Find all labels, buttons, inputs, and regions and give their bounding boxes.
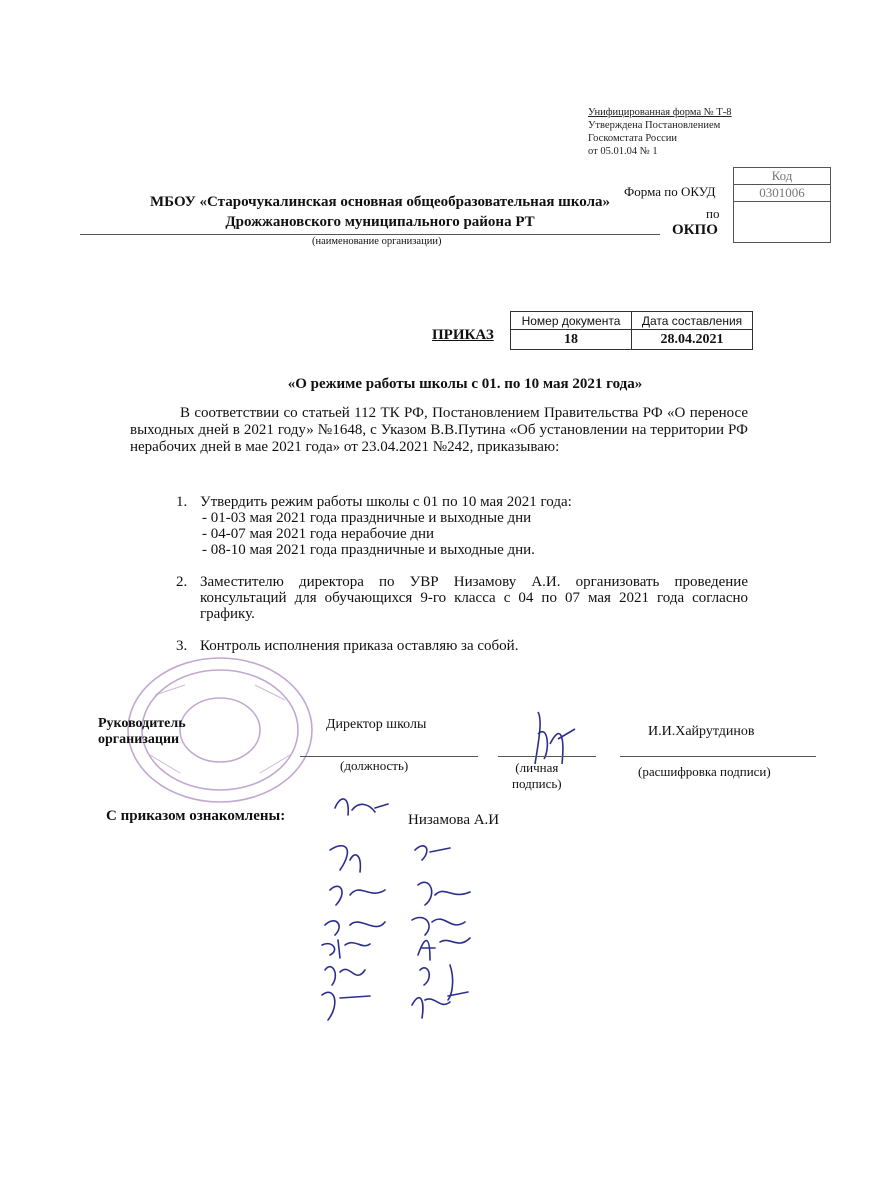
organization-name-line-1: МБОУ «Старочукалинская основная общеобразовательная школа» <box>149 194 611 210</box>
item-text: Контроль исполнения приказа оставляю за собой. <box>200 638 519 654</box>
organization-name-line-2: Дрожжановского муниципального района РТ <box>225 214 535 230</box>
preamble <box>130 405 748 456</box>
signatory-name: И.И.Хайрутдинов <box>648 724 755 739</box>
sub-item: - 04-07 мая 2021 года нерабочие дни <box>202 526 435 542</box>
signature-caption-line-1: (личная <box>515 760 559 775</box>
unified-form-label: Унифицированная форма № Т-8 <box>588 107 732 118</box>
approved-line-2: Госкомстата России <box>588 133 677 144</box>
number-header: Номер документа <box>511 312 632 330</box>
code-box <box>733 167 831 243</box>
organization-caption: (наименование организации) <box>312 236 442 247</box>
document-number: 18 <box>511 330 632 350</box>
code-header: Код <box>734 168 830 185</box>
okpo-code <box>734 202 830 242</box>
signatory-role <box>98 716 186 748</box>
okud-label: Форма по ОКУД <box>624 184 716 199</box>
signatory-role-line-1: Руководитель <box>98 716 186 731</box>
okpo-label: ОКПО <box>672 222 718 238</box>
organization-name <box>100 192 660 232</box>
document-title: ПРИКАЗ <box>432 327 494 343</box>
document-subject: «О режиме работы школы с 01. по 10 мая 2021 года» <box>287 376 643 392</box>
acquaintance-signatures <box>300 700 520 1030</box>
organization-underline <box>80 234 660 235</box>
acquainted-label: С приказом ознакомлены: <box>106 808 286 824</box>
position-caption: (должность) <box>340 758 409 773</box>
signatory-position: Директор школы <box>326 717 427 732</box>
order-item <box>170 574 748 622</box>
preamble-text: В соответствии со статьей 112 ТК РФ, Постановлением Правительства РФ «О переносе выходных дней в 2021 году» №1648, с Указом В.В.Путина «Об установлении на территории РФ нерабочих дней в мае 2021 года» от 23.04.2021 №242, приказываю: <box>130 405 748 455</box>
order-item <box>170 494 748 558</box>
date-header: Дата составления <box>632 312 753 330</box>
signature-caption-line-2: подпись) <box>512 776 562 791</box>
name-caption: (расшифровка подписи) <box>638 764 771 779</box>
name-line <box>620 756 816 757</box>
item-text: Заместителю директора по УВР Низамову А.И. организовать проведение консультаций для обучающихся 9-го класса с 04 по 07 мая 2021 года согласно графику. <box>200 574 748 622</box>
approved-line-3: от 05.01.04 № 1 <box>588 146 658 157</box>
po-label: по <box>706 206 720 221</box>
signatory-role-line-2: организации <box>98 732 180 747</box>
sub-item: - 08-10 мая 2021 года праздничные и выходные дни. <box>202 542 535 558</box>
approved-line-1: Утверждена Постановлением <box>588 120 721 131</box>
sub-item: - 01-03 мая 2021 года праздничные и выходные дни <box>202 510 532 526</box>
item-number: 3. <box>176 638 188 654</box>
document-number-table <box>510 311 753 350</box>
order-items <box>170 494 748 670</box>
item-text: Утвердить режим работы школы с 01 по 10 мая 2021 года: <box>200 494 572 510</box>
form-approval-block <box>588 106 732 158</box>
item-number: 2. <box>176 574 188 590</box>
document-date: 28.04.2021 <box>632 330 753 350</box>
item-number: 1. <box>176 494 188 510</box>
acquainted-first-name: Низамова А.И <box>408 812 500 828</box>
order-item <box>170 638 748 654</box>
okud-code: 0301006 <box>734 185 830 202</box>
